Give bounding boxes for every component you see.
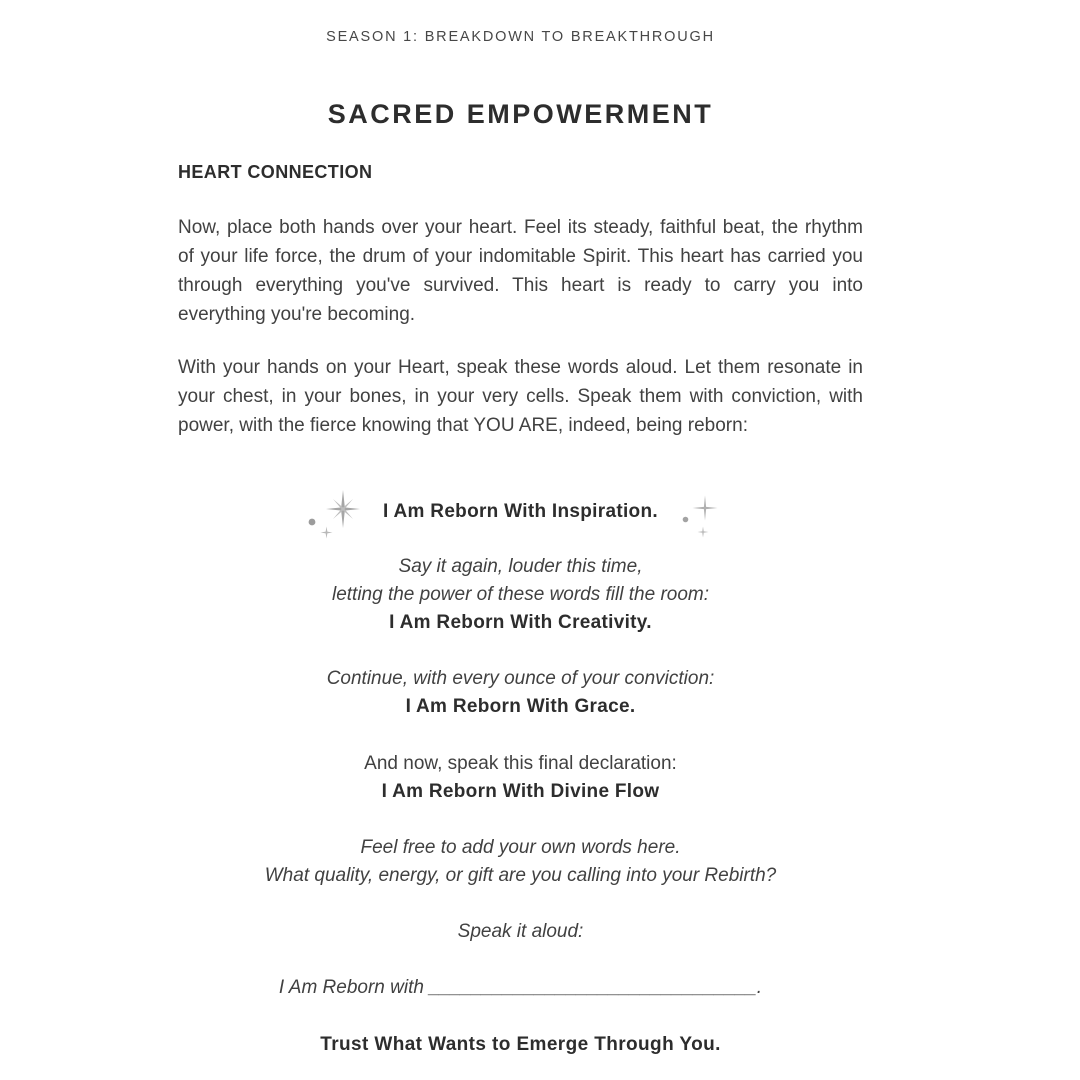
paragraph-speak: With your hands on your Heart, speak these words aloud. Let them resonate in your chest, in your bones, in your very cells. Speak them with conviction, with power, with the fierce knowing that YOU ARE, indeed, being reborn:	[178, 357, 863, 436]
stanza-own-words	[178, 834, 863, 890]
prompt-speak-aloud: Speak it aloud:	[457, 921, 584, 942]
prompt-add-own-line1: Feel free to add your own words here.	[360, 837, 681, 858]
fill-in-prefix: I Am Reborn with	[278, 977, 430, 998]
affirmation-grace: I Am Reborn With Grace.	[405, 696, 636, 717]
affirmation-inspiration: I Am Reborn With Inspiration.	[383, 501, 658, 522]
stanza-grace	[178, 665, 863, 721]
running-header: SEASON 1: BREAKDOWN TO BREAKTHROUGH	[326, 29, 715, 45]
text-column	[178, 0, 863, 1080]
affirmation-creativity: I Am Reborn With Creativity.	[389, 612, 652, 633]
sparkle-plus-icon	[320, 526, 333, 539]
prompt-say-again-line1: Say it again, louder this time,	[398, 556, 643, 577]
sparkle-dot-icon	[682, 516, 689, 523]
prompt-add-own-line2: What quality, energy, or gift are you calling into your Rebirth?	[264, 865, 777, 886]
fill-in-suffix: .	[756, 977, 763, 998]
section-heading: HEART CONNECTION	[178, 162, 373, 182]
sparkle-plus-icon	[692, 495, 718, 521]
paragraph-heart: Now, place both hands over your heart. Feel its steady, faithful beat, the rhythm of your life force, the drum of your indomitable Spirit. This heart has carried you through everything you've survived. This heart is ready to carry you into everything you're becoming.	[178, 217, 863, 325]
affirmation-divine-flow: I Am Reborn With Divine Flow	[381, 781, 660, 802]
prompt-say-again-line2: letting the power of these words fill the room:	[331, 584, 710, 605]
page-title: SACRED EMPOWERMENT	[327, 99, 714, 129]
prompt-final-declaration: And now, speak this final declaration:	[364, 753, 677, 774]
closing-line: Trust What Wants to Emerge Through You.	[320, 1034, 721, 1055]
stanza-divine-flow	[178, 750, 863, 806]
fill-in-line	[178, 974, 863, 1002]
prompt-continue: Continue, with every ounce of your conviction:	[326, 668, 715, 689]
fill-in-blank: _______________________________	[429, 977, 757, 998]
stanza-creativity	[178, 553, 863, 637]
sparkle-plus-icon	[697, 526, 709, 538]
